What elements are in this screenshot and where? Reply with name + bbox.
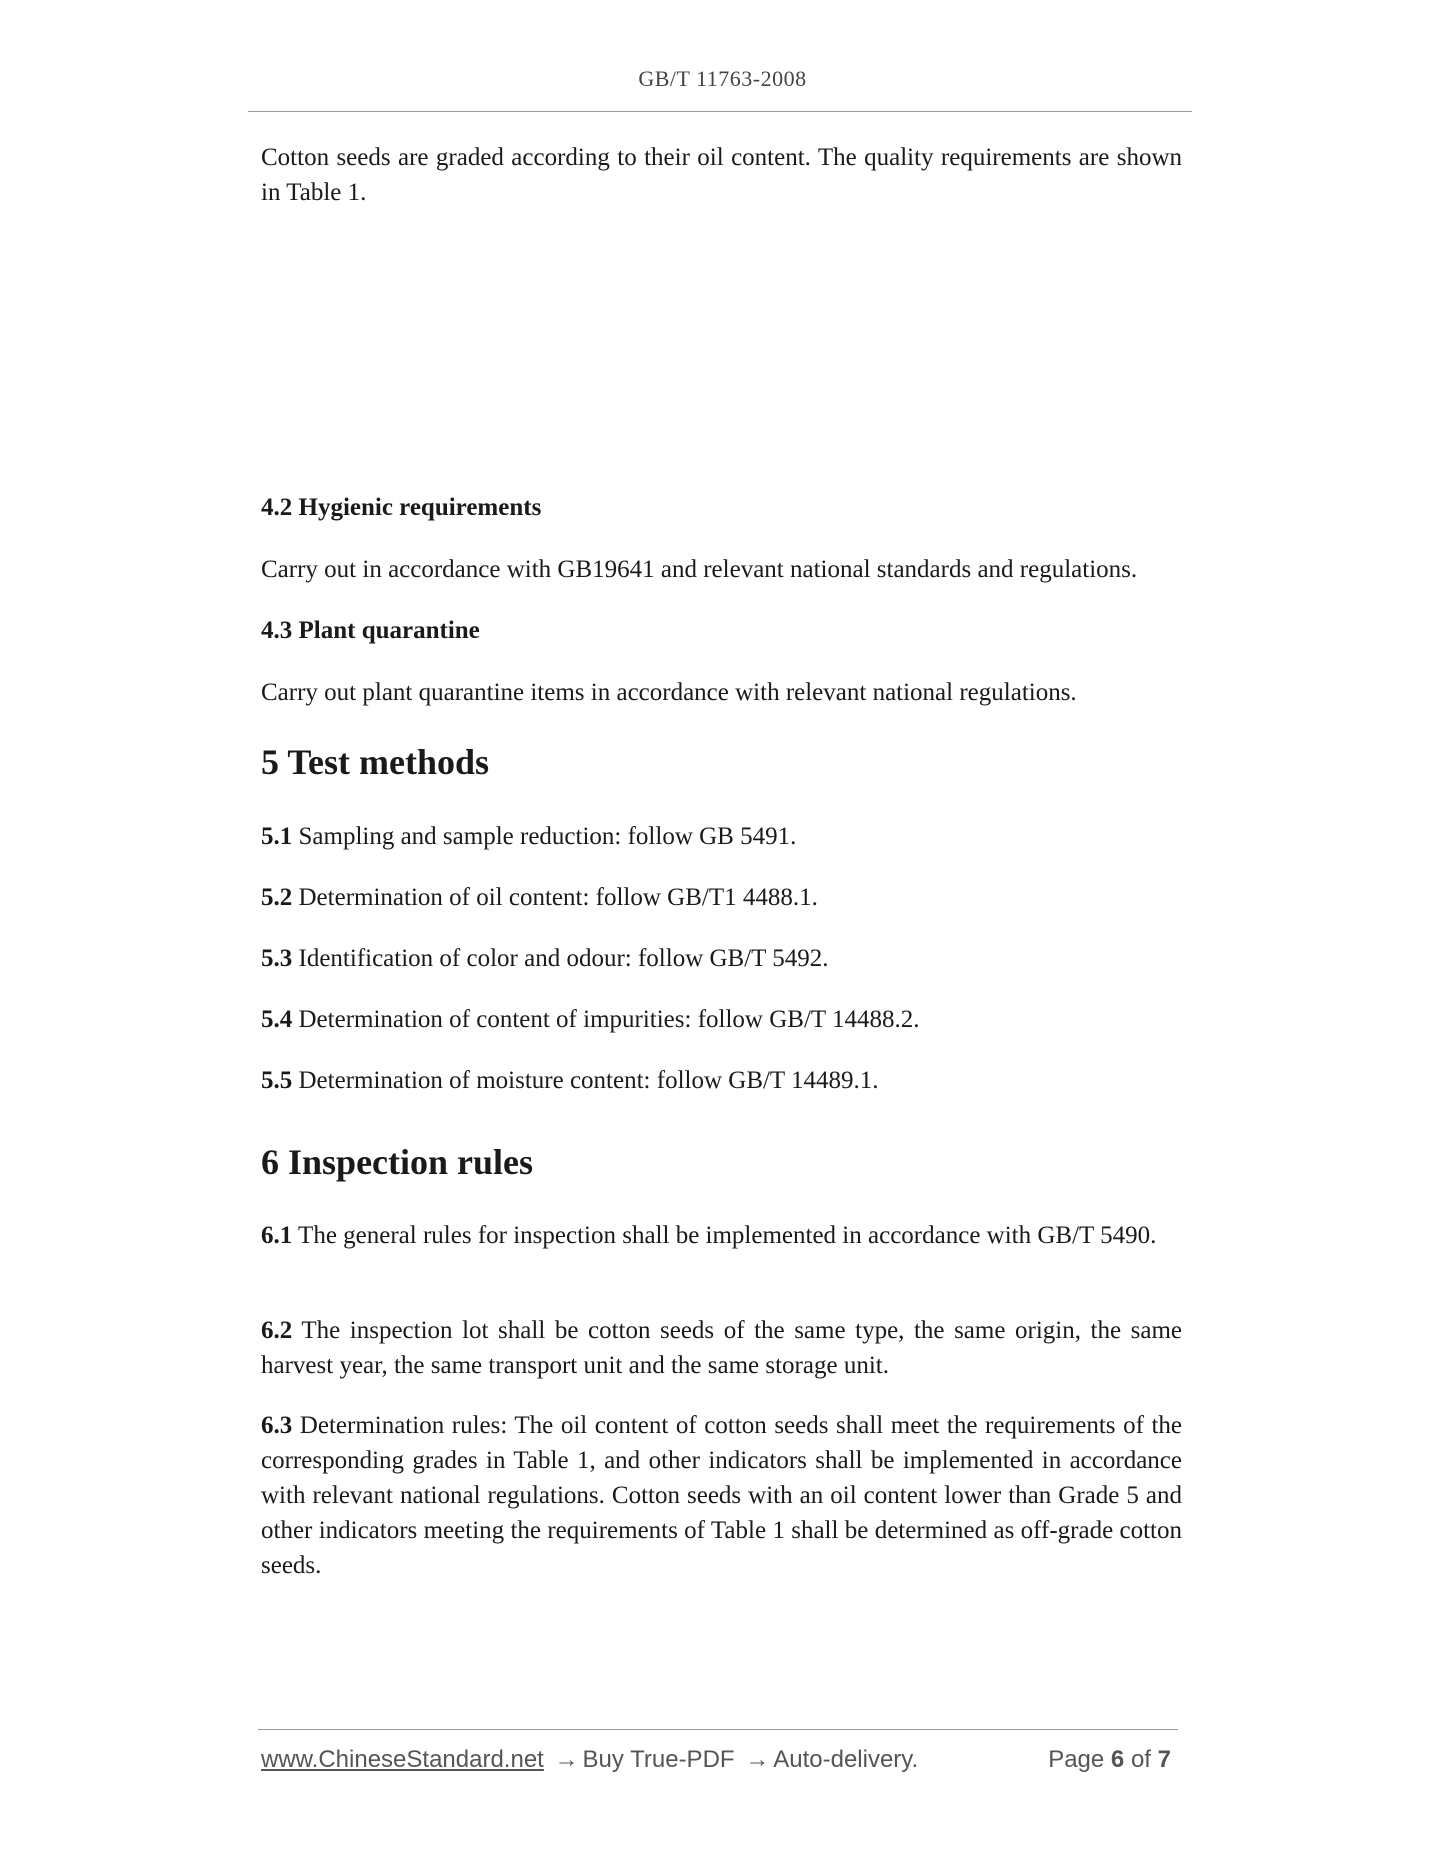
page-footer bbox=[261, 1746, 1181, 1774]
chinesestandard-link[interactable]: www.ChineseStandard.net bbox=[261, 1746, 544, 1773]
auto-delivery-text: Auto-delivery. bbox=[773, 1746, 919, 1773]
item-text: Determination of moisture content: follow GB/T 14489.1. bbox=[292, 1067, 879, 1094]
section-4-2-text: Carry out in accordance with GB19641 and relevant national standards and regulations. bbox=[261, 556, 1138, 583]
intro-paragraph: Cotton seeds are graded according to their oil content. The quality requirements are shown in Table 1. bbox=[261, 144, 1182, 206]
section-5-3 bbox=[261, 941, 1182, 976]
section-6-2 bbox=[261, 1313, 1182, 1383]
item-text: Identification of color and odour: follow GB/T 5492. bbox=[292, 945, 829, 972]
page-total: 7 bbox=[1157, 1746, 1171, 1773]
buy-true-pdf-text: Buy True-PDF bbox=[582, 1746, 735, 1773]
section-6-1 bbox=[261, 1218, 1182, 1253]
item-text: Sampling and sample reduction: follow GB 5491. bbox=[292, 823, 797, 850]
arrow-right-icon: → bbox=[745, 1746, 770, 1773]
item-number: 5.2 bbox=[261, 884, 293, 911]
item-number: 5.1 bbox=[261, 823, 293, 850]
footer-divider bbox=[258, 1729, 1178, 1730]
item-number: 6.2 bbox=[261, 1317, 293, 1344]
section-4-3-heading: 4.3 Plant quarantine bbox=[261, 617, 480, 644]
section-4-2-heading: 4.2 Hygienic requirements bbox=[261, 494, 542, 521]
item-number: 5.3 bbox=[261, 945, 293, 972]
item-text: The inspection lot shall be cotton seeds of the same type, the same origin, the same harvest year, the same transport unit and the same storage unit. bbox=[261, 1317, 1182, 1379]
item-number: 6.1 bbox=[261, 1222, 293, 1249]
section-4-3-text: Carry out plant quarantine items in accordance with relevant national regulations. bbox=[261, 679, 1077, 706]
item-number: 5.4 bbox=[261, 1006, 293, 1033]
page-current: 6 bbox=[1110, 1746, 1125, 1773]
section-5-5 bbox=[261, 1063, 1182, 1098]
page-indicator bbox=[1048, 1746, 1171, 1774]
item-number: 5.5 bbox=[261, 1067, 293, 1094]
section-6-3 bbox=[261, 1408, 1182, 1583]
arrow-right-icon: → bbox=[554, 1746, 579, 1773]
section-5-2 bbox=[261, 880, 1182, 915]
section-5-4 bbox=[261, 1002, 1182, 1037]
item-text: Determination of oil content: follow GB/T1 4488.1. bbox=[292, 884, 818, 911]
page-label: Page bbox=[1048, 1746, 1105, 1773]
section-5-1 bbox=[261, 819, 1182, 854]
item-text: The general rules for inspection shall be implemented in accordance with GB/T 5490. bbox=[292, 1222, 1157, 1249]
header-divider bbox=[248, 111, 1192, 112]
item-number: 6.3 bbox=[261, 1412, 293, 1439]
page-of: of bbox=[1130, 1746, 1151, 1773]
item-text: Determination rules: The oil content of cotton seeds shall meet the requirements of the corresponding grades in Table 1, and other indicators shall be implemented in accordance with relevant national regulations. Cotton seeds with an oil content lower than Grade 5 and other indicators meeting the requirements of Table 1 shall be determined as off-grade cotton seeds. bbox=[261, 1412, 1182, 1579]
document-header-title: GB/T 11763-2008 bbox=[638, 66, 807, 91]
section-5-heading: 5 Test methods bbox=[261, 742, 490, 782]
section-6-heading: 6 Inspection rules bbox=[261, 1142, 534, 1182]
item-text: Determination of content of impurities: follow GB/T 14488.2. bbox=[292, 1006, 920, 1033]
